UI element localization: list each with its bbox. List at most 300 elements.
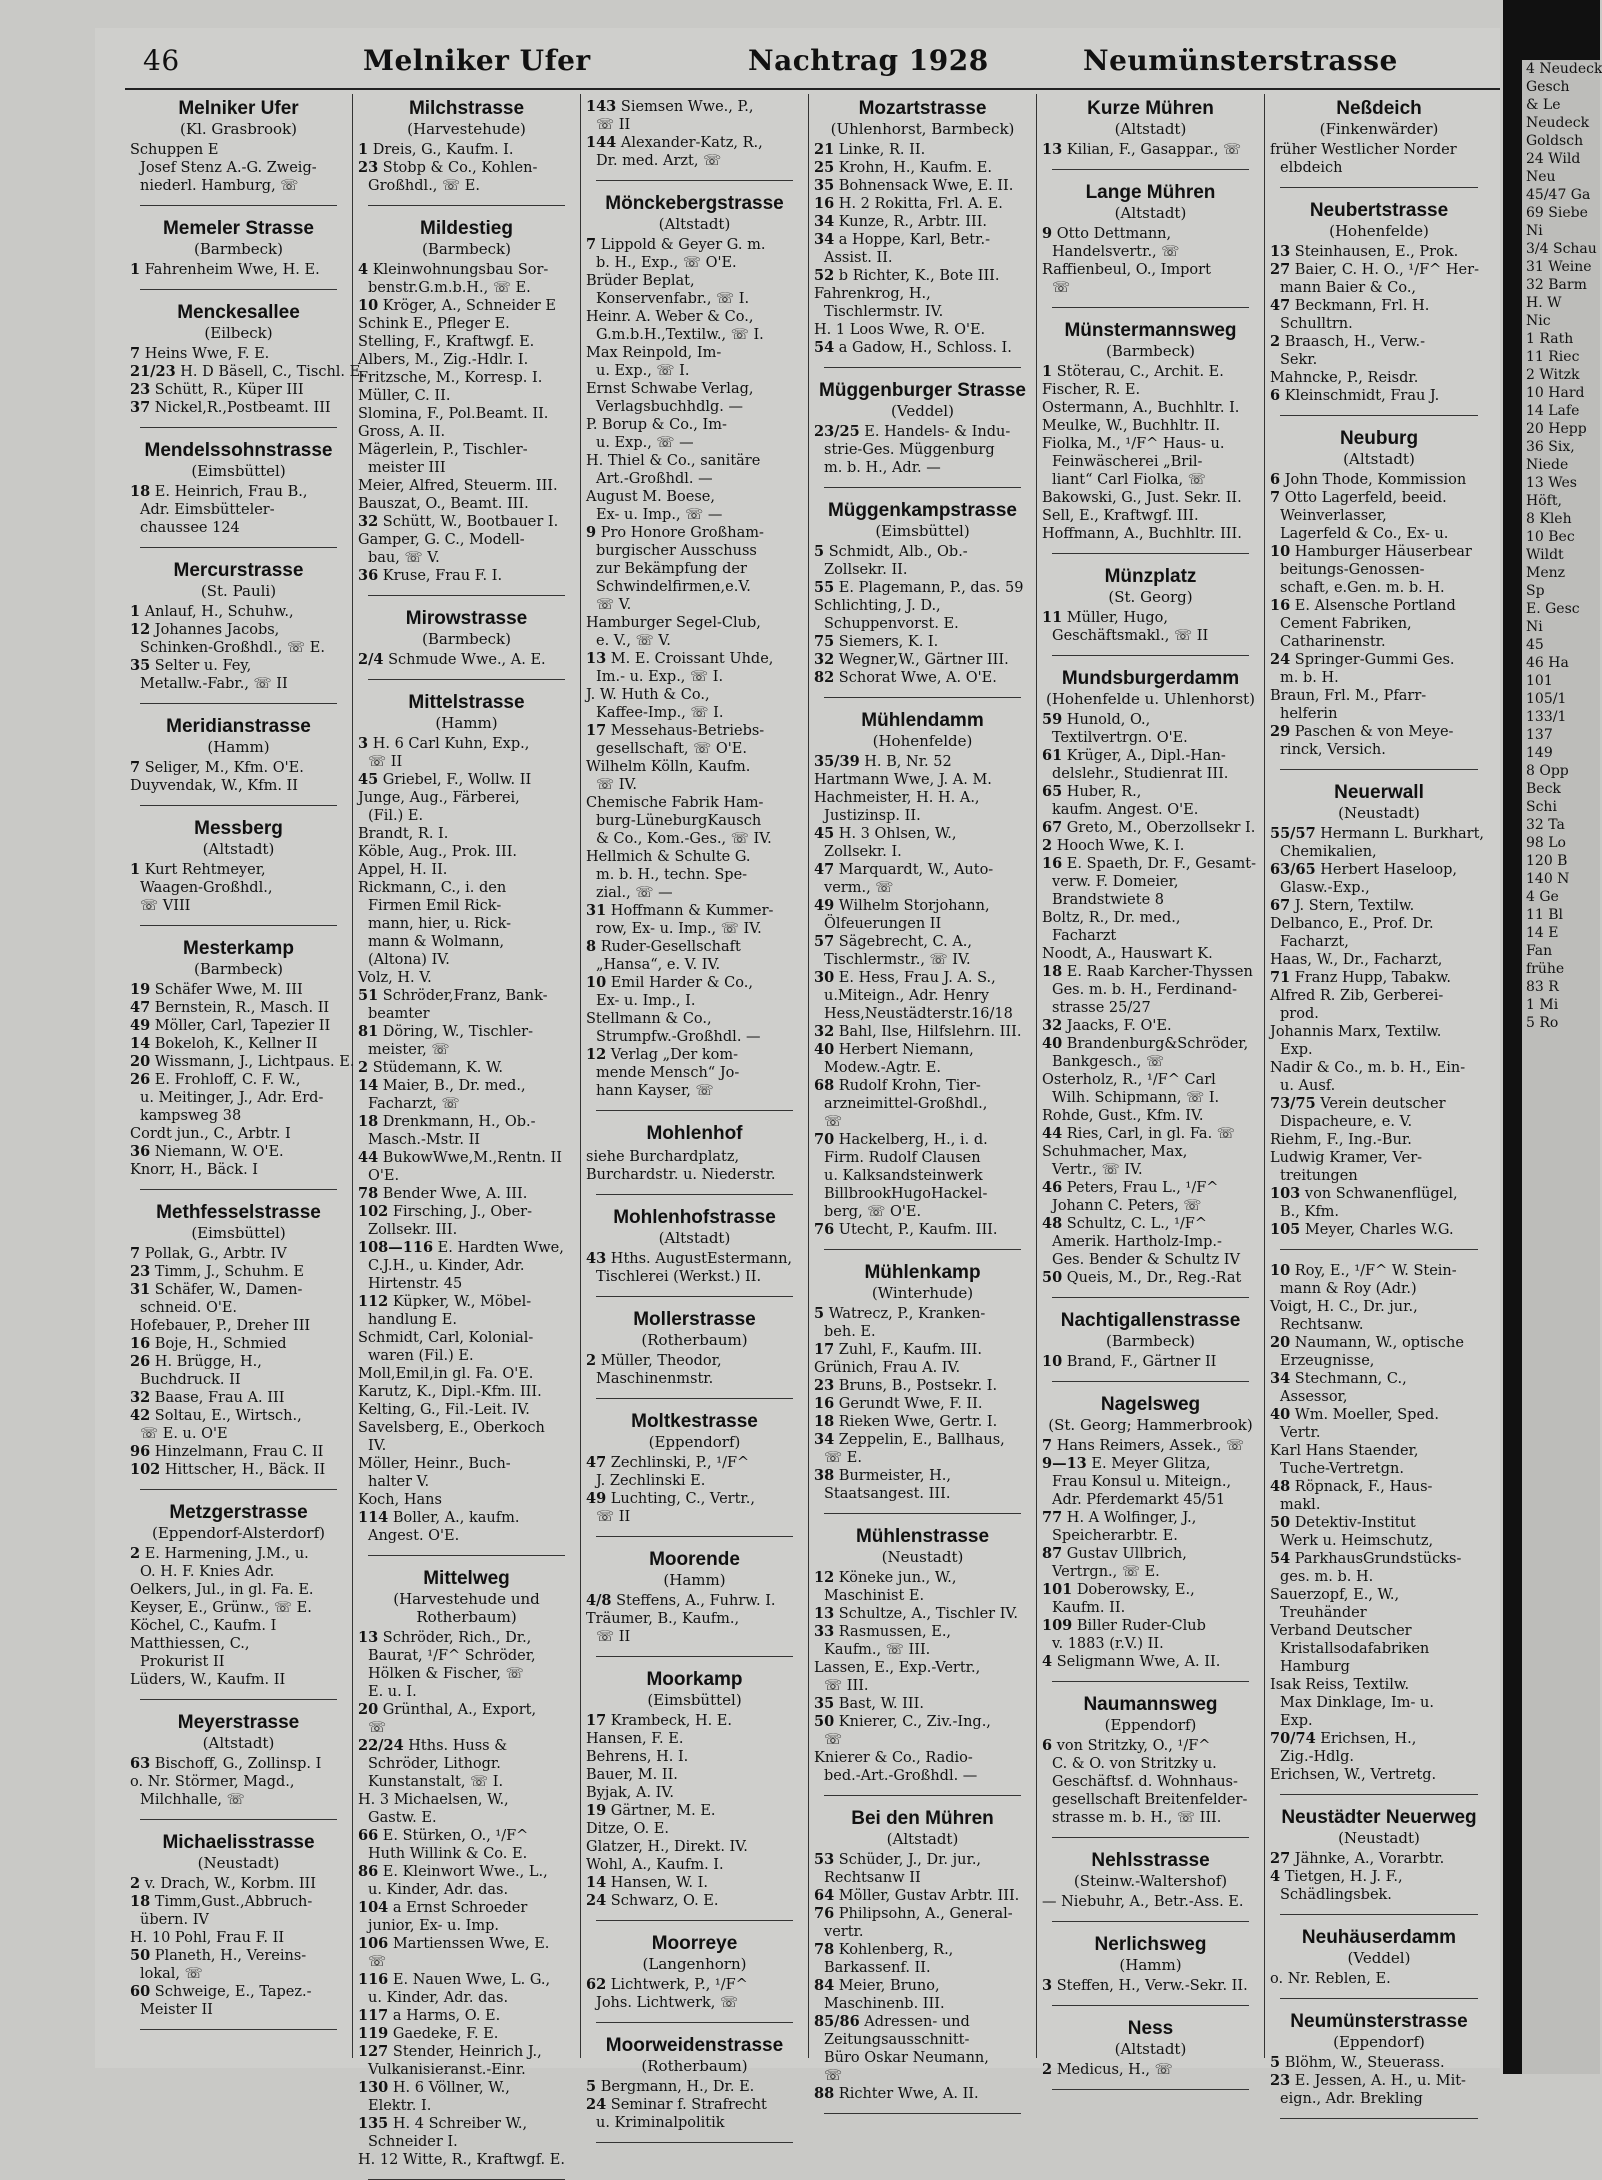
entry-text: Textilvertrgn. O'E. (1052, 730, 1188, 746)
entry-text: B., Kfm. (1280, 1204, 1340, 1220)
street-name: Münstermannsweg (1064, 320, 1237, 341)
resident-entry (814, 1977, 1031, 1995)
resident-entry (814, 753, 1031, 771)
section-rule (596, 1656, 793, 1657)
house-number: 34 (814, 213, 835, 230)
entry-text: Strumpfw.-Großhdl. — (596, 1029, 761, 1045)
resident-list (586, 1352, 803, 1388)
entry-text: Adressen- und (864, 2014, 970, 2030)
house-number: 84 (814, 1977, 835, 1994)
entry-text: u. Ausf. (1280, 1078, 1336, 1094)
district-name: (Barmbeck) (421, 240, 512, 258)
entry-text: Kohlenberg, R., (838, 1942, 954, 1958)
section-rule (1052, 1837, 1249, 1838)
entry-text: benstr.G.m.b.H., ☏ E. (368, 280, 531, 296)
resident-entry (586, 992, 803, 1010)
resident-entry (814, 1587, 1031, 1605)
entry-text: Hinzelmann, Frau C. II (154, 1444, 324, 1460)
section-rule (140, 925, 337, 926)
entry-text: arzneimittel-Großhdl., (824, 1096, 988, 1112)
entry-text: u. Exp., ☏ — (596, 435, 694, 451)
resident-entry (814, 249, 1031, 267)
section-rule (140, 1699, 337, 1700)
resident-entry (358, 951, 575, 969)
entry-text: a Ernst Schroeder (392, 1900, 528, 1916)
entry-text: Gross, A. II. (358, 424, 446, 440)
entry-text: BillbrookHugoHackel- (824, 1186, 988, 1202)
resident-entry (814, 1221, 1031, 1239)
resident-entry (1270, 333, 1488, 351)
entry-text: Pro Honore Großham- (600, 525, 764, 541)
resident-entry (358, 1863, 575, 1881)
street-section (358, 218, 575, 596)
entry-text: Erichsen, W., Vertretg. (1270, 1767, 1437, 1783)
entry-text: Brandenburg&Schröder, (1066, 1036, 1249, 1052)
entry-text: Moll,Emil,in gl. Fa. O'E. (358, 1366, 534, 1382)
entry-text: Träumer, B., Kaufm., (586, 1611, 740, 1627)
entry-text: H. Thiel & Co., sanitäre (586, 453, 761, 469)
street-name: Moorkamp (646, 1669, 743, 1690)
section-rule (1052, 1297, 1249, 1298)
section-rule (1280, 187, 1478, 188)
resident-list (1042, 1353, 1259, 1371)
house-number: 112 (358, 1293, 389, 1310)
street-name: Mendelssohnstrasse (144, 440, 333, 461)
resident-entry (1042, 1893, 1259, 1911)
entry-text: O. H. F. Knies Adr. (140, 1564, 275, 1580)
entry-text: Firsching, J., Ober- (392, 1204, 532, 1220)
entry-text: Zeitungsausschnitt- (824, 2032, 970, 2048)
resident-entry (1042, 1635, 1259, 1653)
entry-text: Braasch, H., Verw.- (1284, 334, 1426, 350)
house-number: 48 (1270, 1478, 1291, 1495)
district-name: (Winterhude) (871, 1284, 974, 1302)
resident-entry (586, 1352, 803, 1370)
section-rule (1052, 1921, 1249, 1922)
resident-entry (358, 1221, 575, 1239)
street-name: Melniker Ufer (178, 98, 299, 119)
entry-text: Utecht, P., Kaufm. III. (838, 1222, 998, 1238)
entry-text: Justizinsp. II. (824, 808, 921, 824)
entry-text: Linke, R. II. (838, 142, 926, 158)
resident-entry (1042, 525, 1259, 543)
section-rule (368, 205, 565, 206)
resident-entry (1042, 927, 1259, 945)
entry-text: Timm,Gust.,Abbruch- (154, 1894, 313, 1910)
resident-list (586, 1712, 803, 1910)
entry-text: Marquardt, W., Auto- (838, 862, 994, 878)
entry-text: mann & Wolmann, (368, 934, 505, 950)
resident-entry (130, 363, 365, 381)
house-number: 4/8 (586, 1592, 612, 1609)
entry-text: Fiolka, M., ¹/F^ Haus- u. (1042, 436, 1225, 452)
entry-text: Krohn, H., Kaufm. E. (838, 160, 993, 176)
entry-text: Schütt, W., Bootbauer I. (382, 514, 559, 530)
resident-entry (358, 1935, 575, 1953)
street-name: Mühlendamm (861, 710, 984, 731)
entry-text: kampsweg 38 (140, 1108, 242, 1124)
house-number: 76 (814, 1221, 835, 1238)
entry-text: Bakowski, G., Just. Sekr. II. (1042, 490, 1242, 506)
entry-text: — Niebuhr, A., Betr.-Ass. E. (1042, 1894, 1244, 1910)
resident-entry (130, 621, 347, 639)
entry-text: meister III (368, 460, 446, 476)
house-number: 25 (814, 159, 835, 176)
resident-entry (358, 1401, 575, 1419)
resident-entry (586, 758, 803, 776)
edge-fragment: 20 Hepp (1526, 421, 1587, 437)
edge-fragment: 8 Opp (1526, 763, 1569, 779)
resident-entry (586, 152, 803, 170)
street-name: Nerlichsweg (1094, 1934, 1207, 1955)
entry-text: Cement Fabriken, (1280, 616, 1412, 632)
entry-text: Schuppenvorst. E. (824, 616, 959, 632)
resident-entry (358, 513, 575, 531)
entry-text: zial., ☏ — (596, 885, 673, 901)
street-name: Ness (1127, 2018, 1174, 2039)
entry-text: Karl Hans Staender, (1270, 1443, 1419, 1459)
resident-entry (130, 1335, 347, 1353)
resident-entry (1270, 471, 1488, 489)
section-rule (1052, 553, 1249, 554)
resident-entry (358, 1095, 575, 1113)
resident-list (1042, 225, 1259, 297)
entry-text: schneid. O'E. (140, 1300, 238, 1316)
entry-text: e. V., ☏ V. (596, 633, 671, 649)
street-name: Milchstrasse (408, 98, 525, 119)
street-section (1270, 1927, 1488, 1999)
resident-entry (814, 1869, 1031, 1887)
street-section (130, 1202, 347, 1490)
street-name: Mühlenkamp (864, 1262, 981, 1283)
house-number: 31 (586, 902, 607, 919)
house-number: 35 (814, 177, 835, 194)
district-name: (Eimsbüttel) (191, 1224, 286, 1242)
resident-entry (130, 777, 347, 795)
section-rule (1052, 2005, 1249, 2006)
house-number: 63 (130, 1755, 151, 1772)
edge-fragment: 14 Lafe (1526, 403, 1580, 419)
resident-entry (130, 345, 347, 363)
entry-text: Behrens, H. I. (586, 1749, 689, 1765)
house-number: 60 (130, 1983, 151, 2000)
district-name: (Hohenfelde) (1329, 222, 1429, 240)
entry-text: Biller Ruder-Club (1076, 1618, 1206, 1634)
entry-text: u. Kinder, Adr. das. (368, 1990, 509, 2006)
resident-entry (586, 830, 803, 848)
entry-text: Bokeloh, K., Kellner II (154, 1036, 318, 1052)
resident-entry (358, 735, 575, 753)
resident-entry (1270, 987, 1488, 1005)
entry-text: Meier, Bruno, (838, 1978, 940, 1994)
entry-text: Huber, R., (1066, 784, 1142, 800)
entry-text: Riehm, F., Ing.-Bur. (1270, 1132, 1412, 1148)
house-number: 13 (1270, 243, 1291, 260)
resident-entry (814, 825, 1031, 843)
resident-entry (1042, 1107, 1259, 1125)
house-number: 1 (130, 603, 141, 620)
street-name: Nagelsweg (1100, 1394, 1201, 1415)
street-section (1270, 428, 1488, 770)
entry-text: Gastw. E. (368, 1810, 437, 1826)
resident-entry (130, 1299, 347, 1317)
resident-entry (1270, 651, 1488, 669)
entry-text: Otto Lagerfeld, beeid. (1284, 490, 1447, 506)
resident-entry (1270, 1586, 1488, 1604)
resident-entry (814, 1323, 1031, 1341)
house-number: 32 (358, 513, 379, 530)
street-name: Müggenkampstrasse (827, 500, 1017, 521)
house-number: 54 (1270, 1550, 1291, 1567)
entry-text: Bauer, M. II. (586, 1767, 678, 1783)
resident-entry (358, 1023, 575, 1041)
resident-entry (1042, 945, 1259, 963)
resident-entry (586, 272, 803, 290)
entry-text: E. Handels- & Indu- (864, 424, 1011, 440)
entry-text: halter V. (368, 1474, 430, 1490)
resident-entry (1270, 1149, 1488, 1167)
entry-text: Bergmann, H., Dr. E. (600, 2079, 755, 2095)
house-number: 144 (586, 134, 617, 151)
resident-entry (586, 632, 803, 650)
resident-entry (814, 1413, 1031, 1431)
entry-text: (Fil.) E. (368, 808, 424, 824)
house-number: 75 (814, 633, 835, 650)
resident-entry (1270, 669, 1488, 687)
entry-text: Schink E., Pfleger E. (358, 316, 510, 332)
resident-entry (358, 531, 575, 549)
resident-entry (814, 1449, 1031, 1467)
resident-entry (814, 231, 1031, 249)
house-number: 26 (130, 1353, 151, 1370)
section-rule (824, 1249, 1021, 1250)
house-number: 108—116 (358, 1239, 434, 1256)
resident-entry (586, 1250, 803, 1268)
resident-entry (358, 1989, 575, 2007)
entry-text: m. b. H., techn. Spe- (596, 867, 748, 883)
resident-entry (358, 315, 575, 333)
entry-text: ☏ (824, 2068, 843, 2084)
resident-entry (130, 1875, 347, 1893)
house-number: 26 (130, 1071, 151, 1088)
resident-entry (130, 177, 347, 195)
district-name: (Rotherbaum) (641, 1331, 748, 1349)
edge-fragment: 10 Bec (1526, 529, 1575, 545)
entry-text: Tuche-Vertretgn. (1280, 1461, 1404, 1477)
entry-text: Feinwäscherei „Bril- (1052, 454, 1203, 470)
house-number: 7 (1270, 489, 1281, 506)
entry-text: Wegner,W., Gärtner III. (838, 652, 1009, 668)
entry-text: gesellschaft Breitenfelder- (1052, 1792, 1248, 1808)
resident-entry (1270, 705, 1488, 723)
entry-text: Queis, M., Dr., Reg.-Rat (1066, 1270, 1242, 1286)
entry-text: elbdeich (1280, 160, 1343, 176)
entry-text: Stellmann & Co., (586, 1011, 712, 1027)
house-number: 85/86 (814, 2013, 860, 2030)
entry-text: Baurat, ¹/F^ Schröder, (368, 1648, 536, 1664)
resident-entry (814, 771, 1031, 789)
entry-text: Meyer, Charles W.G. (1304, 1222, 1454, 1238)
house-number: 96 (130, 1443, 151, 1460)
resident-entry (358, 369, 575, 387)
house-number: 50 (130, 1947, 151, 1964)
entry-text: Köble, Aug., Prok. III. (358, 844, 518, 860)
house-number: 10 (586, 974, 607, 991)
resident-entry (130, 1371, 347, 1389)
resident-list (358, 651, 575, 669)
entry-text: ☏ (824, 1114, 843, 1130)
entry-text: Kilian, F., Gasappar., ☏ (1066, 142, 1242, 158)
resident-entry (1270, 489, 1488, 507)
house-number: 102 (130, 1461, 161, 1478)
entry-text: Ex- u. Imp., I. (596, 993, 696, 1009)
edge-fragment: 14 E (1526, 925, 1559, 941)
resident-entry (586, 1892, 803, 1910)
house-number: 1 (130, 261, 141, 278)
entry-text: Schwindelfirmen,e.V. (596, 579, 751, 595)
entry-text: Brüder Beplat, (586, 273, 695, 289)
resident-entry (1270, 843, 1488, 861)
district-name: (Kl. Grasbrook) (180, 120, 297, 138)
entry-text: Hess,Neustädterstr.16/18 (824, 1006, 1013, 1022)
entry-text: Kelting, G., Fil.-Leit. IV. (358, 1402, 530, 1418)
resident-entry (1042, 981, 1259, 999)
house-number: 10 (1270, 1262, 1291, 1279)
house-number: 47 (1270, 297, 1291, 314)
entry-text: Tischlermstr. IV. (824, 304, 944, 320)
resident-entry (586, 1490, 803, 1508)
entry-text: Seliger, M., Kfm. O'E. (144, 760, 304, 776)
entry-text: Johannis Marx, Textilw. (1270, 1024, 1442, 1040)
house-number: 23 (130, 1263, 151, 1280)
entry-text: siehe Burchardplatz, (586, 1149, 740, 1165)
entry-text: Byjak, A. IV. (586, 1785, 674, 1801)
resident-entry (358, 771, 575, 789)
entry-text: Hofebauer, P., Dreher III (130, 1318, 311, 1334)
street-section (814, 380, 1031, 488)
house-number: 78 (358, 1185, 379, 1202)
entry-text: bed.-Art.-Großhdl. — (824, 1768, 978, 1784)
entry-text: Schlichting, J. D., (814, 598, 941, 614)
resident-entry (130, 1635, 347, 1653)
resident-entry (130, 141, 347, 159)
resident-list (130, 759, 347, 795)
resident-list (1270, 2054, 1488, 2108)
resident-entry (358, 2097, 575, 2115)
entry-text: ☏ II (596, 1629, 631, 1645)
section-rule (824, 697, 1021, 698)
resident-entry (1270, 1203, 1488, 1221)
district-name: (Altstadt) (202, 1734, 275, 1752)
entry-text: Prokurist II (140, 1654, 225, 1670)
resident-entry (1270, 525, 1488, 543)
resident-entry (814, 1851, 1031, 1869)
section-rule (596, 1398, 793, 1399)
entry-text: Verlag „Der kom- (610, 1047, 739, 1063)
district-name: (Barmbeck) (193, 960, 284, 978)
edge-fragment: 8 Kleh (1526, 511, 1572, 527)
entry-text: Delbanco, E., Prof. Dr. (1270, 916, 1434, 932)
entry-text: Brand, F., Gärtner II (1066, 1354, 1217, 1370)
resident-entry (1042, 1143, 1259, 1161)
resident-entry (1042, 1737, 1259, 1755)
resident-entry (130, 1407, 347, 1425)
resident-entry (1042, 1455, 1259, 1473)
edge-fragment: Neudeck (1526, 115, 1590, 131)
entry-text: Ges. m. b. H., Ferdinand- (1052, 982, 1237, 998)
entry-text: Hoffmann, A., Buchhltr. III. (1042, 526, 1242, 542)
street-section (130, 938, 355, 1190)
street-name: Moorweidenstrasse (605, 2035, 784, 2056)
entry-text: beamter (368, 1006, 430, 1022)
entry-text: u. Exp., ☏ I. (596, 363, 690, 379)
entry-text: b Richter, K., Bote III. (838, 268, 1000, 284)
entry-text: Seminar f. Strafrecht (610, 2097, 767, 2113)
resident-entry (586, 1748, 803, 1766)
street-section (1042, 182, 1259, 308)
entry-text: Ries, Carl, in gl. Fa. ☏ (1066, 1126, 1235, 1142)
house-number: 53 (814, 1851, 835, 1868)
resident-entry (1042, 711, 1259, 729)
resident-entry (1042, 1035, 1259, 1053)
resident-entry (1042, 1563, 1259, 1581)
edge-fragment: 3/4 Schau (1526, 241, 1597, 257)
section-rule (596, 1920, 793, 1921)
resident-list (586, 1250, 803, 1286)
entry-text: Burchardstr. u. Niederstr. (586, 1167, 776, 1183)
entry-text: Rieken Wwe, Gertr. I. (838, 1414, 998, 1430)
resident-entry (130, 1125, 347, 1143)
house-number: 4 (358, 261, 369, 278)
resident-entry (1042, 819, 1259, 837)
resident-entry (130, 1653, 347, 1671)
edge-fragment: Menz (1526, 565, 1566, 581)
entry-text: Amerik. Hartholz-Imp.- (1052, 1234, 1222, 1250)
entry-text: Geschäftsmakl., ☏ II (1052, 628, 1209, 644)
resident-entry (1270, 1041, 1488, 1059)
entry-text: H. 6 Carl Kuhn, Exp., (372, 736, 530, 752)
district-name: (Altstadt) (1114, 204, 1187, 222)
entry-text: H. 12 Witte, R., Kraftwgf. E. (358, 2152, 565, 2168)
section-rule (596, 2142, 793, 2143)
resident-list (130, 141, 347, 195)
resident-entry (586, 326, 803, 344)
house-number: 35 (814, 1695, 835, 1712)
entry-text: Niemann, W. O'E. (154, 1144, 284, 1160)
house-number: 48 (1042, 1215, 1063, 1232)
street-name: Mühlenstrasse (855, 1526, 990, 1547)
resident-entry (1042, 765, 1259, 783)
district-name: (St. Pauli) (200, 582, 277, 600)
entry-text: o. Nr. Störmer, Magd., (130, 1774, 295, 1790)
resident-entry (586, 668, 803, 686)
house-number: 43 (586, 1250, 607, 1267)
resident-entry (1042, 453, 1259, 471)
resident-entry (358, 351, 575, 369)
house-number: 7 (1042, 1437, 1053, 1454)
entry-text: Watrecz, P., Kranken- (828, 1306, 986, 1322)
entry-text: Hermann L. Burkhart, (1320, 826, 1485, 842)
entry-text: Sekr. (1280, 352, 1318, 368)
entry-text: Stechmann, C., (1294, 1371, 1407, 1387)
resident-entry (358, 1719, 575, 1737)
resident-entry (586, 254, 803, 272)
entry-text: Zollsekr. III. (368, 1222, 458, 1238)
resident-entry (358, 1437, 575, 1455)
entry-text: Brandstwiete 8 (1052, 892, 1164, 908)
resident-entry (130, 1161, 347, 1179)
resident-list (358, 261, 575, 585)
